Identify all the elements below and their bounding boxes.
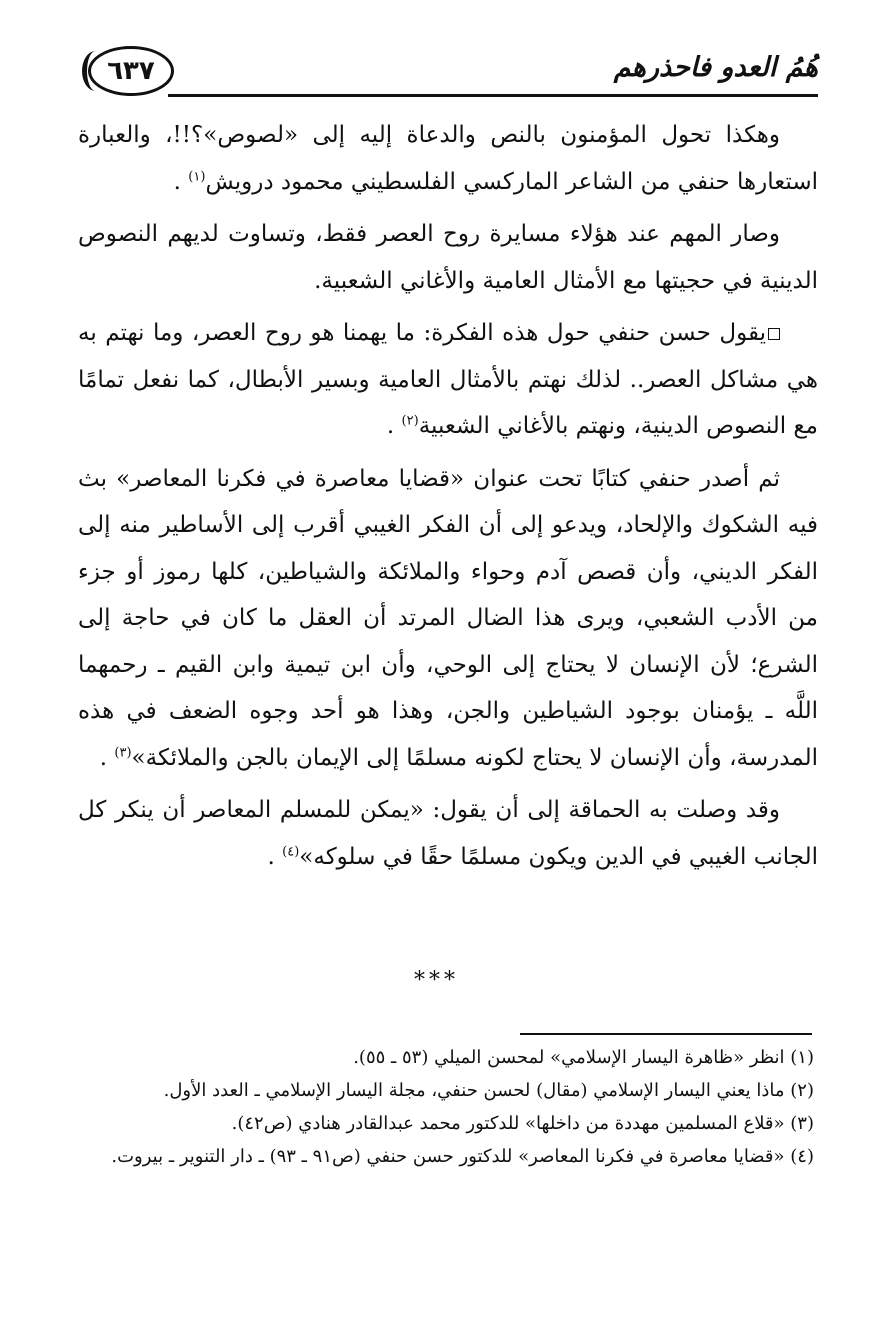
running-head-title: هُمُ العدو فاحذرهم	[613, 52, 818, 83]
main-text	[78, 112, 818, 880]
paragraph-1	[78, 112, 818, 205]
section-separator: ***	[414, 968, 459, 993]
footnote-ref-3: (٣)	[114, 744, 132, 760]
footnote-4: (٤) «قضايا معاصرة في فكرنا المعاصر» للدكتور حسن حنفي (ص٩١ ـ ٩٣) ـ دار التنوير ـ بيروت.	[111, 1146, 814, 1167]
footnote-ref-2: (٢)	[401, 413, 419, 429]
paragraph-5-end: .	[267, 843, 283, 870]
paragraph-3-text: يقول حسن حنفي حول هذه الفكرة: ما يهمنا هو روح العصر، وما نهتم به هي مشاكل العصر.. لذلك نهتم بالأمثال العامية وبسير الأبطال، كما نفعل تمامًا مع النصوص الدينية، ونهتم بالأغاني الشعبية	[78, 320, 818, 439]
paragraph-4-end: .	[99, 744, 115, 771]
footnote-2: (٢) ماذا يعني اليسار الإسلامي (مقال) لحسن حنفي، مجلة اليسار الإسلامي ـ العدد الأول.	[163, 1080, 814, 1101]
paragraph-4	[78, 456, 818, 782]
quote-square-icon	[768, 328, 780, 340]
paragraph-1-text: وهكذا تحول المؤمنون بالنص والدعاة إليه إلى «لصوص»؟!!، والعبارة استعارها حنفي من الشاعر الماركسي الفلسطيني محمود درويش	[78, 122, 818, 195]
footnotes	[84, 1041, 814, 1173]
page-number: ٦٣٧	[107, 56, 155, 86]
paragraph-5	[78, 787, 818, 880]
footnote-ref-1: (١)	[188, 168, 206, 184]
page-number-badge	[88, 46, 174, 96]
paragraph-4-text: ثم أصدر حنفي كتابًا تحت عنوان «قضايا معاصرة في فكرنا المعاصر» بث فيه الشكوك والإلحاد، ويدعو إلى أن الفكر الغيبي أقرب إلى الأساطير منه إلى الفكر الديني، وأن قصص آدم وحواء والملائكة والشياطين، كلها رموز أو جزء من الأدب الشعبي، ويرى هذا الضال المرتد أن العقل ما كان في حاجة إلى الشرع؛ لأن الإنسان لا يحتاج إلى الوحي، وأن ابن تيمية وابن القيم ـ رحمهما اللَّه ـ يؤمنان بوجود الشياطين والجن، وهذا هو أحد وجوه الضعف في هذه المدرسة، وأن الإنسان لا يحتاج لكونه مسلمًا إلى الإيمان بالجن والملائكة»	[78, 465, 818, 771]
footnote-1: (١) انظر «ظاهرة اليسار الإسلامي» لمحسن الميلي (٥٣ ـ ٥٥).	[353, 1047, 814, 1068]
paragraph-2	[78, 211, 818, 304]
page-header	[88, 44, 818, 104]
paragraph-3	[78, 310, 818, 450]
paragraph-3-end: .	[386, 413, 402, 439]
paragraph-2-text: وصار المهم عند هؤلاء مسايرة روح العصر فقط، وتساوت لديهم النصوص الدينية في حجيتها مع الأمثال العامية والأغاني الشعبية.	[78, 221, 818, 294]
footnote-rule	[520, 1033, 812, 1035]
footnote-ref-4: (٤)	[282, 843, 300, 859]
paragraph-5-text: وقد وصلت به الحماقة إلى أن يقول: «يمكن للمسلم المعاصر أن ينكر كل الجانب الغيبي في الدين ويكون مسلمًا حقًا في سلوكه»	[78, 797, 818, 870]
header-rule	[168, 94, 818, 97]
footnote-3: (٣) «قلاع المسلمين مهددة من داخلها» للدكتور محمد عبدالقادر هنادي (ص٤٢).	[231, 1113, 814, 1134]
paragraph-1-end: .	[173, 168, 189, 195]
